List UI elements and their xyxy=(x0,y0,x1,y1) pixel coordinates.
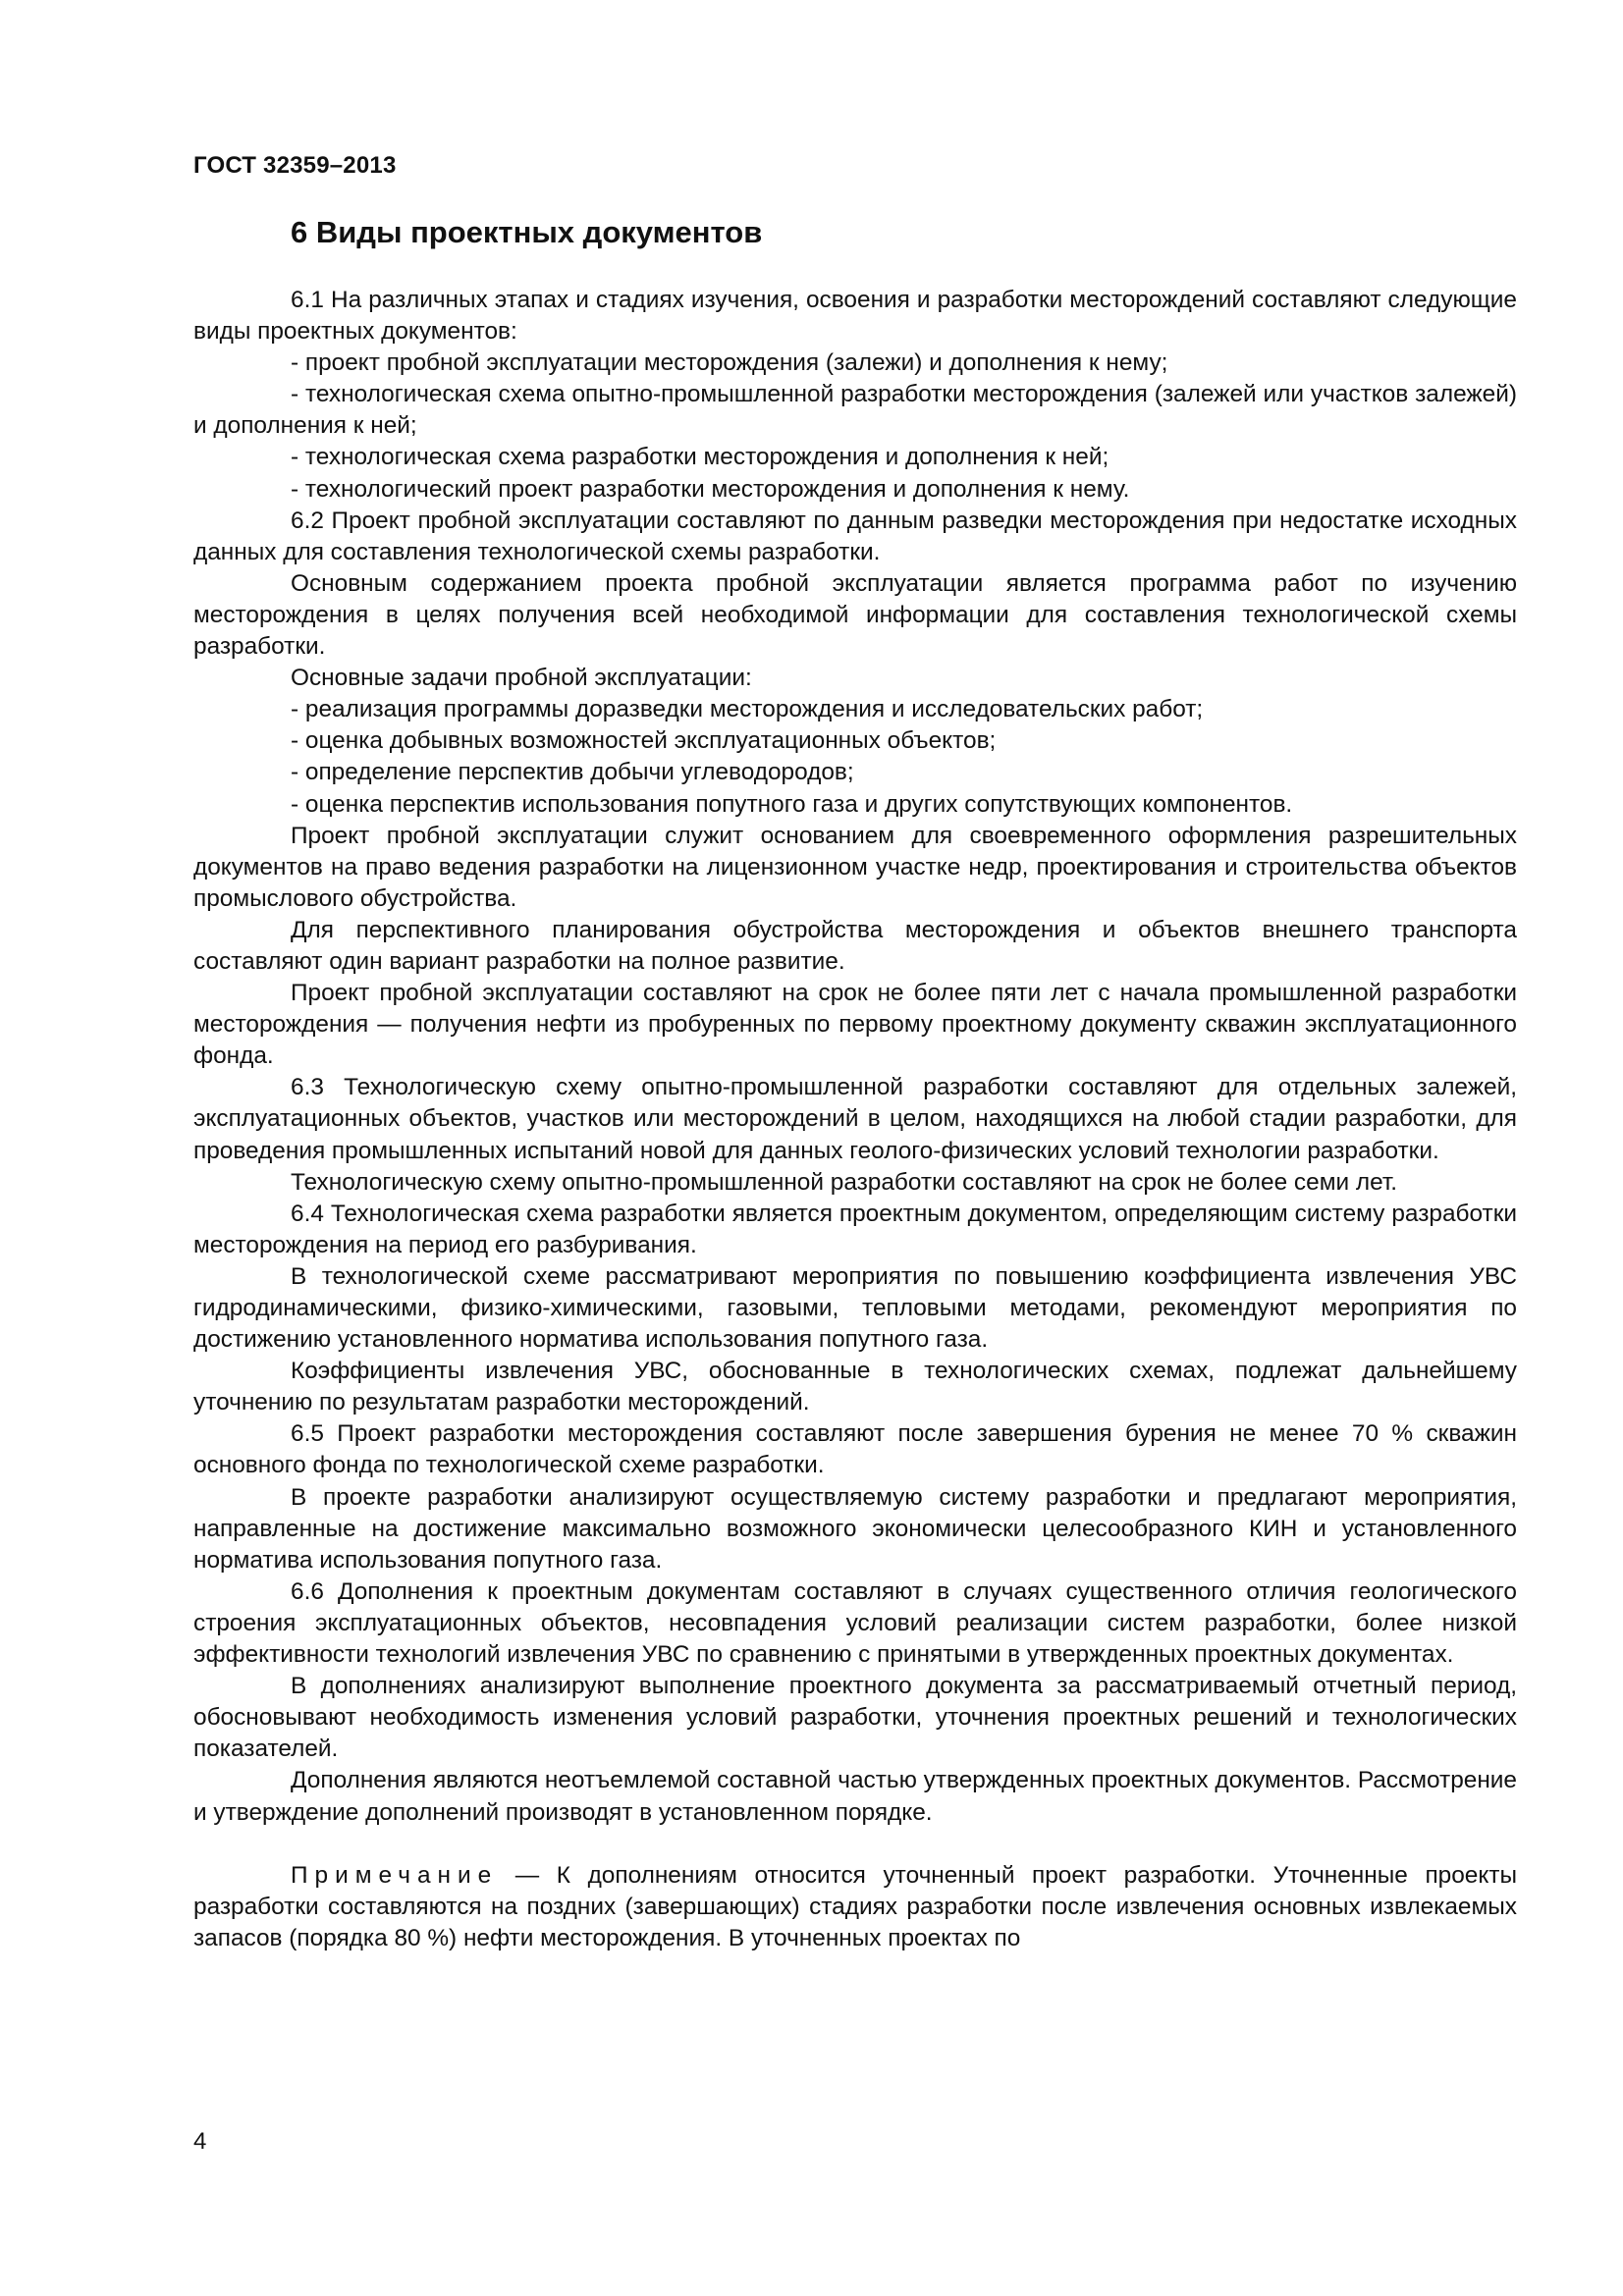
list-item: - оценка добывных возможностей эксплуатационных объектов; xyxy=(291,727,997,755)
list-item: - технологический проект разработки месторождения и дополнения к нему. xyxy=(291,475,1130,503)
paragraph: Основным содержанием проекта пробной эксплуатации является программа работ по изучению месторождения в целях получения всей необходимой информации для составления технологической схемы разработки. xyxy=(193,569,1517,661)
paragraph: Проект пробной эксплуатации составляют на срок не более пяти лет с начала промышленной разработки месторождения — получения нефти из пробуренных по первому проектному документу скважин эксплуатационного фонда. xyxy=(193,980,1517,1070)
list-item: - проект пробной эксплуатации месторождения (залежи) и дополнения к нему; xyxy=(291,349,1168,377)
paragraph-6-2: 6.2 Проект пробной эксплуатации составляют по данным разведки месторождения при недостатке исходных данных для составления технологической схемы разработки. xyxy=(193,507,1517,565)
paragraph: В дополнениях анализируют выполнение проектного документа за рассматриваемый отчетный период, обосновывают необходимость изменения условий разработки, уточнения проектных решений и технологических показателей. xyxy=(193,1673,1517,1763)
paragraph-6-5: 6.5 Проект разработки месторождения составляют после завершения бурения не менее 70 % скважин основного фонда по технологической схеме разработки. xyxy=(193,1420,1517,1479)
paragraph-6-3: 6.3 Технологическую схему опытно-промышленной разработки составляют для отдельных залежей, эксплуатационных объектов, участков или месторождений в целом, находящихся на любой стадии разработки, для проведения промышленных испытаний новой для данных геолого-физических условий технологии разработки. xyxy=(193,1074,1517,1164)
document-code-header: ГОСТ 32359–2013 xyxy=(193,152,397,179)
paragraph: Для перспективного планирования обустройства месторождения и объектов внешнего транспорта составляют один вариант разработки на полное развитие. xyxy=(193,916,1517,975)
list-item: - определение перспектив добычи углеводородов; xyxy=(291,759,854,786)
paragraph: Дополнения являются неотъемлемой составной частью утвержденных проектных документов. Рассмотрение и утверждение дополнений производят в установленном порядке. xyxy=(193,1767,1517,1826)
list-item: - реализация программы доразведки месторождения и исследовательских работ; xyxy=(291,696,1204,723)
paragraph: Проект пробной эксплуатации служит основанием для своевременного оформления разрешительных документов на право ведения разработки на лицензионном участке недр, проектирования и строительства объектов промыслового обустройства. xyxy=(193,822,1517,912)
section-title: 6 Виды проектных документов xyxy=(291,215,763,249)
paragraph: В проекте разработки анализируют осуществляемую систему разработки и предлагают мероприятия, направленные на достижение максимально возможного экономически целесообразного КИН и установленного норматива использования попутного газа. xyxy=(193,1483,1517,1574)
list-item: - технологическая схема опытно-промышленной разработки месторождения (залежей или участков залежей) и дополнения к ней; xyxy=(193,381,1517,440)
list-item: - оценка перспектив использования попутного газа и других сопутствующих компонентов. xyxy=(291,790,1293,818)
section-body xyxy=(193,285,1517,1954)
note-text: — К дополнениям относится уточненный проект разработки. Уточненные проекты разработки составляются на поздних (завершающих) стадиях разработки после извлечения основных извлекаемых запасов (порядка 80 %) нефти месторождения. В уточненных проектах по xyxy=(193,1861,1517,1951)
note-label: Примечание xyxy=(291,1861,499,1889)
paragraph-6-4: 6.4 Технологическая схема разработки является проектным документом, определяющим систему разработки месторождения на период его разбуривания. xyxy=(193,1200,1517,1258)
paragraph: Основные задачи пробной эксплуатации: xyxy=(291,665,752,692)
paragraph-6-1: 6.1 На различных этапах и стадиях изучения, освоения и разработки месторождений составляют следующие виды проектных документов: xyxy=(193,287,1517,346)
paragraph: В технологической схеме рассматривают мероприятия по повышению коэффициента извлечения УВС гидродинамическими, физико-химическими, газовыми, тепловыми методами, рекомендуют мероприятия по достижению установленного норматива использования попутного газа. xyxy=(193,1262,1517,1354)
note-paragraph xyxy=(193,1860,1517,1954)
paragraph: Коэффициенты извлечения УВС, обоснованные в технологических схемах, подлежат дальнейшему уточнению по результатам разработки месторождений. xyxy=(193,1358,1517,1416)
paragraph: Технологическую схему опытно-промышленной разработки составляют на срок не более семи лет. xyxy=(291,1168,1398,1196)
paragraph-6-6: 6.6 Дополнения к проектным документам составляют в случаях существенного отличия геологического строения эксплуатационных объектов, несовпадения условий реализации систем разработки, более низкой эффективности технологий извлечения УВС по сравнению с принятыми в утвержденных проектных документах. xyxy=(193,1577,1517,1669)
page-number: 4 xyxy=(193,2128,207,2155)
list-item: - технологическая схема разработки месторождения и дополнения к ней; xyxy=(291,444,1109,471)
